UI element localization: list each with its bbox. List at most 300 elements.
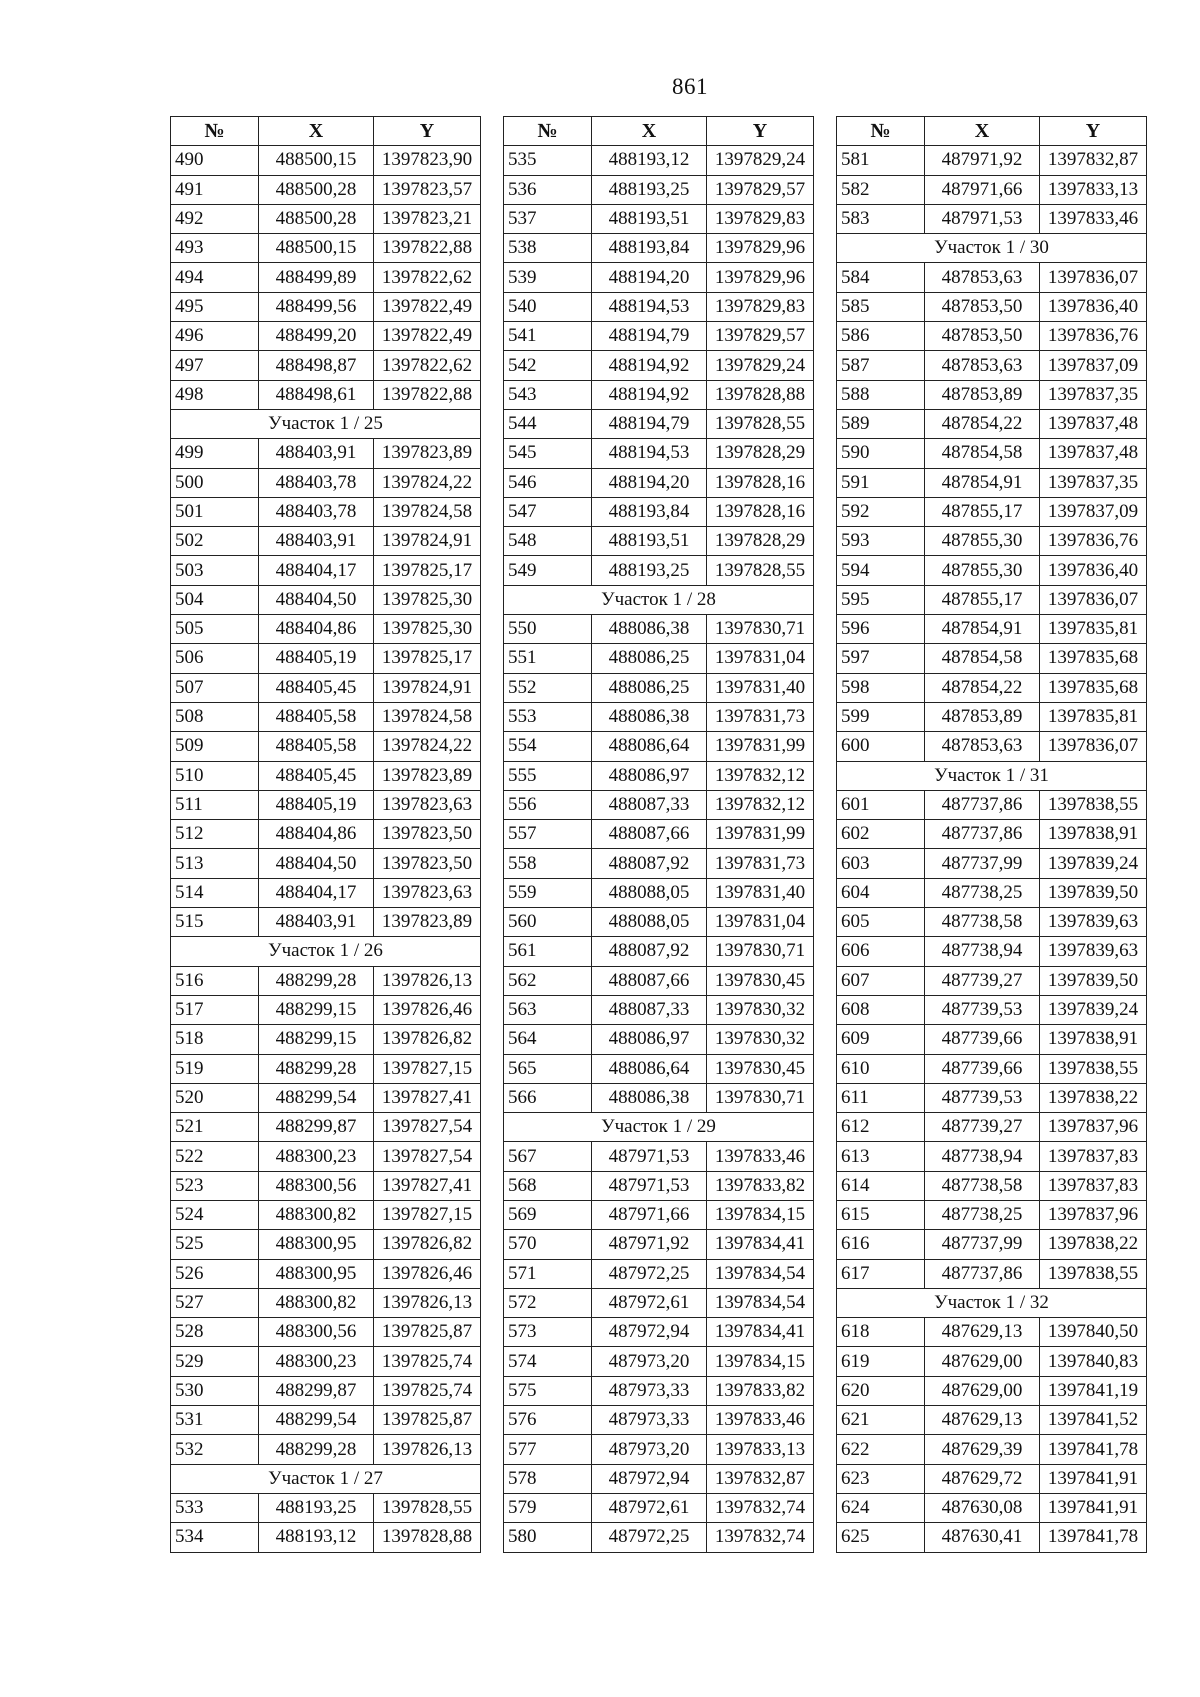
point-number-cell: 577 <box>504 1435 592 1464</box>
point-number-cell: 494 <box>171 263 259 292</box>
table-row <box>171 1347 481 1376</box>
table-row <box>171 615 481 644</box>
y-coordinate-cell: 1397828,16 <box>707 497 814 526</box>
table-row <box>837 409 1147 438</box>
table-row <box>837 497 1147 526</box>
table-row <box>837 146 1147 175</box>
point-number-cell: 619 <box>837 1347 925 1376</box>
x-coordinate-cell: 487737,99 <box>925 849 1040 878</box>
point-number-cell: 536 <box>504 175 592 204</box>
point-number-cell: 604 <box>837 878 925 907</box>
x-coordinate-cell: 488086,64 <box>592 732 707 761</box>
point-number-cell: 535 <box>504 146 592 175</box>
table-row <box>171 1054 481 1083</box>
point-number-cell: 512 <box>171 820 259 849</box>
table-row <box>837 1376 1147 1405</box>
table-row <box>504 644 814 673</box>
point-number-cell: 523 <box>171 1171 259 1200</box>
table-row <box>504 761 814 790</box>
table-row <box>171 234 481 263</box>
x-coordinate-cell: 487629,00 <box>925 1347 1040 1376</box>
coordinates-table-2 <box>503 116 814 1553</box>
table-row <box>504 937 814 966</box>
y-coordinate-cell: 1397831,40 <box>707 673 814 702</box>
header-x: X <box>259 117 374 146</box>
y-coordinate-cell: 1397827,15 <box>374 1200 481 1229</box>
point-number-cell: 519 <box>171 1054 259 1083</box>
table-row <box>837 351 1147 380</box>
x-coordinate-cell: 488500,15 <box>259 146 374 175</box>
table-row <box>504 995 814 1024</box>
point-number-cell: 601 <box>837 790 925 819</box>
y-coordinate-cell: 1397823,57 <box>374 175 481 204</box>
x-coordinate-cell: 488300,95 <box>259 1259 374 1288</box>
y-coordinate-cell: 1397838,91 <box>1040 820 1147 849</box>
x-coordinate-cell: 488086,38 <box>592 615 707 644</box>
y-coordinate-cell: 1397834,54 <box>707 1259 814 1288</box>
table-row <box>171 1259 481 1288</box>
point-number-cell: 559 <box>504 878 592 907</box>
x-coordinate-cell: 488194,92 <box>592 351 707 380</box>
point-number-cell: 571 <box>504 1259 592 1288</box>
point-number-cell: 618 <box>837 1318 925 1347</box>
point-number-cell: 570 <box>504 1230 592 1259</box>
y-coordinate-cell: 1397828,88 <box>374 1523 481 1552</box>
table-row <box>171 322 481 351</box>
point-number-cell: 530 <box>171 1376 259 1405</box>
table-row <box>837 820 1147 849</box>
point-number-cell: 560 <box>504 908 592 937</box>
table-row <box>837 1083 1147 1112</box>
y-coordinate-cell: 1397841,19 <box>1040 1376 1147 1405</box>
page-number: 861 <box>672 74 708 99</box>
y-coordinate-cell: 1397840,83 <box>1040 1347 1147 1376</box>
x-coordinate-cell: 487739,27 <box>925 966 1040 995</box>
point-number-cell: 537 <box>504 204 592 233</box>
y-coordinate-cell: 1397839,24 <box>1040 995 1147 1024</box>
point-number-cell: 491 <box>171 175 259 204</box>
x-coordinate-cell: 488194,53 <box>592 292 707 321</box>
y-coordinate-cell: 1397839,63 <box>1040 937 1147 966</box>
table-row <box>504 234 814 263</box>
x-coordinate-cell: 488088,05 <box>592 908 707 937</box>
x-coordinate-cell: 487972,94 <box>592 1464 707 1493</box>
y-coordinate-cell: 1397829,24 <box>707 146 814 175</box>
table-row <box>837 292 1147 321</box>
y-coordinate-cell: 1397831,04 <box>707 644 814 673</box>
table-row <box>504 732 814 761</box>
point-number-cell: 495 <box>171 292 259 321</box>
x-coordinate-cell: 487738,58 <box>925 1171 1040 1200</box>
point-number-cell: 500 <box>171 468 259 497</box>
y-coordinate-cell: 1397835,68 <box>1040 673 1147 702</box>
point-number-cell: 609 <box>837 1025 925 1054</box>
table-row <box>504 1523 814 1552</box>
section-label: Участок 1 / 30 <box>837 234 1147 263</box>
table-row <box>837 995 1147 1024</box>
table-row <box>837 937 1147 966</box>
section-label: Участок 1 / 31 <box>837 761 1147 790</box>
table-row <box>171 292 481 321</box>
table-header-row <box>504 117 814 146</box>
section-header-row <box>171 409 481 438</box>
point-number-cell: 496 <box>171 322 259 351</box>
x-coordinate-cell: 488499,89 <box>259 263 374 292</box>
y-coordinate-cell: 1397832,12 <box>707 761 814 790</box>
x-coordinate-cell: 487853,63 <box>925 263 1040 292</box>
y-coordinate-cell: 1397839,63 <box>1040 908 1147 937</box>
x-coordinate-cell: 488498,61 <box>259 380 374 409</box>
point-number-cell: 497 <box>171 351 259 380</box>
table-row <box>171 1376 481 1405</box>
point-number-cell: 593 <box>837 527 925 556</box>
point-number-cell: 532 <box>171 1435 259 1464</box>
x-coordinate-cell: 488087,33 <box>592 995 707 1024</box>
x-coordinate-cell: 487855,17 <box>925 585 1040 614</box>
x-coordinate-cell: 488193,51 <box>592 204 707 233</box>
x-coordinate-cell: 488498,87 <box>259 351 374 380</box>
table-row <box>504 673 814 702</box>
y-coordinate-cell: 1397827,41 <box>374 1083 481 1112</box>
x-coordinate-cell: 488299,87 <box>259 1376 374 1405</box>
y-coordinate-cell: 1397833,46 <box>707 1142 814 1171</box>
coordinates-table-3 <box>836 116 1147 1553</box>
table-row <box>171 1406 481 1435</box>
point-number-cell: 558 <box>504 849 592 878</box>
table-row <box>837 790 1147 819</box>
table-row <box>171 761 481 790</box>
y-coordinate-cell: 1397822,88 <box>374 234 481 263</box>
x-coordinate-cell: 488299,28 <box>259 1435 374 1464</box>
y-coordinate-cell: 1397831,73 <box>707 849 814 878</box>
point-number-cell: 590 <box>837 439 925 468</box>
table-row <box>171 878 481 907</box>
x-coordinate-cell: 487853,89 <box>925 380 1040 409</box>
y-coordinate-cell: 1397835,68 <box>1040 644 1147 673</box>
table-row <box>171 702 481 731</box>
table-row <box>171 1435 481 1464</box>
table-row <box>837 1200 1147 1229</box>
y-coordinate-cell: 1397838,55 <box>1040 790 1147 819</box>
y-coordinate-cell: 1397838,91 <box>1040 1025 1147 1054</box>
x-coordinate-cell: 488404,17 <box>259 556 374 585</box>
y-coordinate-cell: 1397833,13 <box>707 1435 814 1464</box>
y-coordinate-cell: 1397833,82 <box>707 1171 814 1200</box>
y-coordinate-cell: 1397839,50 <box>1040 966 1147 995</box>
section-header-row <box>504 585 814 614</box>
y-coordinate-cell: 1397824,91 <box>374 673 481 702</box>
x-coordinate-cell: 488300,56 <box>259 1318 374 1347</box>
y-coordinate-cell: 1397823,21 <box>374 204 481 233</box>
table-row <box>171 263 481 292</box>
y-coordinate-cell: 1397826,82 <box>374 1230 481 1259</box>
section-label: Участок 1 / 28 <box>504 585 814 614</box>
y-coordinate-cell: 1397832,87 <box>707 1464 814 1493</box>
y-coordinate-cell: 1397837,35 <box>1040 380 1147 409</box>
point-number-cell: 544 <box>504 409 592 438</box>
y-coordinate-cell: 1397824,58 <box>374 702 481 731</box>
table-row <box>837 1406 1147 1435</box>
y-coordinate-cell: 1397833,46 <box>1040 204 1147 233</box>
x-coordinate-cell: 487629,13 <box>925 1406 1040 1435</box>
y-coordinate-cell: 1397838,55 <box>1040 1054 1147 1083</box>
x-coordinate-cell: 488300,82 <box>259 1200 374 1229</box>
y-coordinate-cell: 1397829,57 <box>707 322 814 351</box>
y-coordinate-cell: 1397834,54 <box>707 1288 814 1317</box>
table-row <box>837 468 1147 497</box>
table-row <box>504 1025 814 1054</box>
x-coordinate-cell: 488500,15 <box>259 234 374 263</box>
table-row <box>504 1406 814 1435</box>
point-number-cell: 502 <box>171 527 259 556</box>
table-row <box>837 1054 1147 1083</box>
point-number-cell: 600 <box>837 732 925 761</box>
point-number-cell: 490 <box>171 146 259 175</box>
point-number-cell: 539 <box>504 263 592 292</box>
point-number-cell: 555 <box>504 761 592 790</box>
y-coordinate-cell: 1397829,57 <box>707 175 814 204</box>
y-coordinate-cell: 1397831,99 <box>707 732 814 761</box>
table-row <box>171 673 481 702</box>
point-number-cell: 610 <box>837 1054 925 1083</box>
table-row <box>504 1230 814 1259</box>
point-number-cell: 599 <box>837 702 925 731</box>
table-row <box>504 380 814 409</box>
point-number-cell: 615 <box>837 1200 925 1229</box>
point-number-cell: 582 <box>837 175 925 204</box>
table-row <box>171 585 481 614</box>
table-row <box>837 204 1147 233</box>
point-number-cell: 624 <box>837 1493 925 1522</box>
y-coordinate-cell: 1397839,24 <box>1040 849 1147 878</box>
y-coordinate-cell: 1397834,15 <box>707 1347 814 1376</box>
x-coordinate-cell: 488500,28 <box>259 204 374 233</box>
x-coordinate-cell: 487973,33 <box>592 1376 707 1405</box>
x-coordinate-cell: 487973,33 <box>592 1406 707 1435</box>
point-number-cell: 588 <box>837 380 925 409</box>
y-coordinate-cell: 1397831,04 <box>707 908 814 937</box>
point-number-cell: 579 <box>504 1493 592 1522</box>
y-coordinate-cell: 1397825,74 <box>374 1347 481 1376</box>
table-row <box>504 527 814 556</box>
section-header-row <box>837 1288 1147 1317</box>
table-row <box>171 1025 481 1054</box>
y-coordinate-cell: 1397827,54 <box>374 1142 481 1171</box>
point-number-cell: 516 <box>171 966 259 995</box>
y-coordinate-cell: 1397830,45 <box>707 966 814 995</box>
x-coordinate-cell: 488499,56 <box>259 292 374 321</box>
table-row <box>171 1083 481 1112</box>
x-coordinate-cell: 488194,53 <box>592 439 707 468</box>
point-number-cell: 589 <box>837 409 925 438</box>
x-coordinate-cell: 487738,94 <box>925 1142 1040 1171</box>
x-coordinate-cell: 487630,08 <box>925 1493 1040 1522</box>
y-coordinate-cell: 1397837,09 <box>1040 497 1147 526</box>
y-coordinate-cell: 1397830,45 <box>707 1054 814 1083</box>
table-row <box>837 1435 1147 1464</box>
point-number-cell: 596 <box>837 615 925 644</box>
y-coordinate-cell: 1397828,29 <box>707 527 814 556</box>
table-row <box>837 380 1147 409</box>
y-coordinate-cell: 1397840,50 <box>1040 1318 1147 1347</box>
y-coordinate-cell: 1397838,55 <box>1040 1259 1147 1288</box>
header-x: X <box>592 117 707 146</box>
x-coordinate-cell: 487854,58 <box>925 439 1040 468</box>
table-row <box>171 468 481 497</box>
x-coordinate-cell: 488300,23 <box>259 1142 374 1171</box>
y-coordinate-cell: 1397825,87 <box>374 1406 481 1435</box>
x-coordinate-cell: 488300,23 <box>259 1347 374 1376</box>
table-row <box>837 615 1147 644</box>
point-number-cell: 507 <box>171 673 259 702</box>
point-number-cell: 563 <box>504 995 592 1024</box>
point-number-cell: 597 <box>837 644 925 673</box>
x-coordinate-cell: 488193,84 <box>592 497 707 526</box>
y-coordinate-cell: 1397828,55 <box>707 556 814 585</box>
table-row <box>504 1171 814 1200</box>
point-number-cell: 506 <box>171 644 259 673</box>
x-coordinate-cell: 488405,58 <box>259 702 374 731</box>
x-coordinate-cell: 488088,05 <box>592 878 707 907</box>
x-coordinate-cell: 488299,15 <box>259 995 374 1024</box>
x-coordinate-cell: 487737,86 <box>925 790 1040 819</box>
table-row <box>837 1171 1147 1200</box>
header-number: № <box>837 117 925 146</box>
point-number-cell: 585 <box>837 292 925 321</box>
x-coordinate-cell: 488299,54 <box>259 1083 374 1112</box>
point-number-cell: 573 <box>504 1318 592 1347</box>
x-coordinate-cell: 488193,25 <box>592 556 707 585</box>
x-coordinate-cell: 488299,54 <box>259 1406 374 1435</box>
point-number-cell: 511 <box>171 790 259 819</box>
table-row <box>171 732 481 761</box>
point-number-cell: 572 <box>504 1288 592 1317</box>
x-coordinate-cell: 488405,19 <box>259 644 374 673</box>
point-number-cell: 543 <box>504 380 592 409</box>
x-coordinate-cell: 487971,53 <box>592 1142 707 1171</box>
table-row <box>504 849 814 878</box>
x-coordinate-cell: 487629,13 <box>925 1318 1040 1347</box>
table-row <box>504 820 814 849</box>
y-coordinate-cell: 1397830,32 <box>707 995 814 1024</box>
point-number-cell: 611 <box>837 1083 925 1112</box>
x-coordinate-cell: 487853,50 <box>925 292 1040 321</box>
point-number-cell: 595 <box>837 585 925 614</box>
y-coordinate-cell: 1397837,09 <box>1040 351 1147 380</box>
x-coordinate-cell: 487629,72 <box>925 1464 1040 1493</box>
table-row <box>171 1523 481 1552</box>
table-row <box>837 439 1147 468</box>
x-coordinate-cell: 488194,92 <box>592 380 707 409</box>
y-coordinate-cell: 1397841,78 <box>1040 1435 1147 1464</box>
y-coordinate-cell: 1397828,88 <box>707 380 814 409</box>
table-row <box>171 1171 481 1200</box>
x-coordinate-cell: 488403,91 <box>259 908 374 937</box>
x-coordinate-cell: 487853,63 <box>925 351 1040 380</box>
y-coordinate-cell: 1397836,76 <box>1040 527 1147 556</box>
x-coordinate-cell: 487854,91 <box>925 468 1040 497</box>
point-number-cell: 620 <box>837 1376 925 1405</box>
y-coordinate-cell: 1397823,50 <box>374 820 481 849</box>
x-coordinate-cell: 488405,19 <box>259 790 374 819</box>
point-number-cell: 493 <box>171 234 259 263</box>
point-number-cell: 509 <box>171 732 259 761</box>
point-number-cell: 616 <box>837 1230 925 1259</box>
header-y: Y <box>707 117 814 146</box>
point-number-cell: 564 <box>504 1025 592 1054</box>
x-coordinate-cell: 488087,66 <box>592 966 707 995</box>
point-number-cell: 538 <box>504 234 592 263</box>
table-row <box>171 644 481 673</box>
table-row <box>171 204 481 233</box>
point-number-cell: 580 <box>504 1523 592 1552</box>
y-coordinate-cell: 1397837,96 <box>1040 1200 1147 1229</box>
table-row <box>504 556 814 585</box>
y-coordinate-cell: 1397837,83 <box>1040 1142 1147 1171</box>
table-row <box>504 439 814 468</box>
x-coordinate-cell: 487973,20 <box>592 1435 707 1464</box>
y-coordinate-cell: 1397829,96 <box>707 234 814 263</box>
x-coordinate-cell: 487972,25 <box>592 1523 707 1552</box>
x-coordinate-cell: 488404,50 <box>259 849 374 878</box>
point-number-cell: 529 <box>171 1347 259 1376</box>
table-row <box>171 995 481 1024</box>
y-coordinate-cell: 1397831,40 <box>707 878 814 907</box>
point-number-cell: 613 <box>837 1142 925 1171</box>
x-coordinate-cell: 488404,86 <box>259 615 374 644</box>
point-number-cell: 574 <box>504 1347 592 1376</box>
point-number-cell: 518 <box>171 1025 259 1054</box>
table-row <box>171 1288 481 1317</box>
y-coordinate-cell: 1397827,41 <box>374 1171 481 1200</box>
x-coordinate-cell: 488499,20 <box>259 322 374 351</box>
y-coordinate-cell: 1397838,22 <box>1040 1083 1147 1112</box>
table-row <box>837 1113 1147 1142</box>
point-number-cell: 531 <box>171 1406 259 1435</box>
header-number: № <box>171 117 259 146</box>
x-coordinate-cell: 487738,58 <box>925 908 1040 937</box>
table-row <box>504 175 814 204</box>
point-number-cell: 557 <box>504 820 592 849</box>
x-coordinate-cell: 488193,51 <box>592 527 707 556</box>
x-coordinate-cell: 488087,66 <box>592 820 707 849</box>
x-coordinate-cell: 487629,39 <box>925 1435 1040 1464</box>
x-coordinate-cell: 487855,30 <box>925 527 1040 556</box>
section-header-row <box>837 761 1147 790</box>
section-header-row <box>171 937 481 966</box>
header-number: № <box>504 117 592 146</box>
table-row <box>171 1318 481 1347</box>
point-number-cell: 540 <box>504 292 592 321</box>
y-coordinate-cell: 1397824,22 <box>374 468 481 497</box>
table-row <box>504 1464 814 1493</box>
y-coordinate-cell: 1397833,82 <box>707 1376 814 1405</box>
section-header-row <box>837 234 1147 263</box>
table-row <box>171 790 481 819</box>
point-number-cell: 524 <box>171 1200 259 1229</box>
table-row <box>504 615 814 644</box>
point-number-cell: 522 <box>171 1142 259 1171</box>
point-number-cell: 621 <box>837 1406 925 1435</box>
point-number-cell: 584 <box>837 263 925 292</box>
x-coordinate-cell: 487854,22 <box>925 673 1040 702</box>
table-row <box>837 1347 1147 1376</box>
y-coordinate-cell: 1397836,07 <box>1040 585 1147 614</box>
x-coordinate-cell: 488403,91 <box>259 439 374 468</box>
header-y: Y <box>374 117 481 146</box>
y-coordinate-cell: 1397826,46 <box>374 995 481 1024</box>
table-row <box>504 146 814 175</box>
